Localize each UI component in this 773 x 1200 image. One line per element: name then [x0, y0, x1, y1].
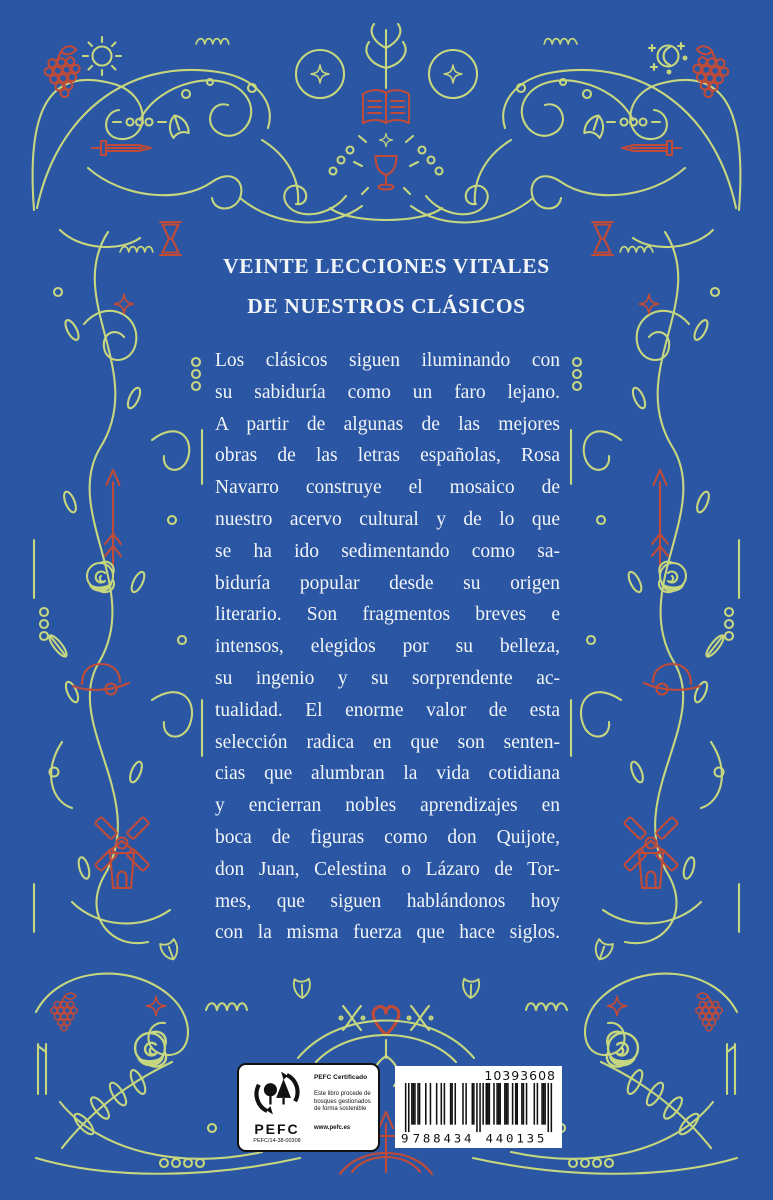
- description-line: cias que alumbran la vida cotidiana: [215, 763, 560, 785]
- description-line: se ha ido sedimentando como sa-: [215, 540, 560, 562]
- description-line: nuestro acervo cultural y de lo que: [215, 508, 560, 530]
- description-line: su sabiduría como un faro lejano.: [215, 381, 560, 403]
- description-line: mes, que siguen hablándonos hoy: [215, 890, 560, 912]
- barcode-top-number: 10393608: [484, 1068, 556, 1083]
- description-line: Navarro construye el mosaico de: [215, 477, 560, 499]
- pefc-logo-block: [245, 1069, 309, 1146]
- sparkle-icon: [311, 65, 329, 83]
- pefc-website: www.pefc.es: [314, 1124, 351, 1131]
- top-left-ornament: [33, 39, 362, 255]
- arrow-icon: [105, 470, 121, 568]
- pefc-text-line: de forma sostenible: [314, 1106, 367, 1112]
- grapes-icon: [42, 45, 82, 99]
- description-line: selección radica en que son senten-: [215, 731, 560, 753]
- description-line: obras de las letras españolas, Rosa: [215, 445, 560, 467]
- description-line: intensos, elegidos por su belleza,: [215, 636, 560, 658]
- pefc-certification-label: [237, 1063, 380, 1152]
- barcode-digit-group2: 440135: [485, 1131, 545, 1144]
- description-line: tualidad. El enorme valor de esta: [215, 699, 560, 721]
- pefc-text-line: bosques gestionados: [314, 1098, 371, 1105]
- description-line: biduría popular desde su origen: [215, 572, 560, 594]
- open-book-icon: [363, 90, 409, 123]
- pefc-text-line: Este libro procede de: [314, 1091, 371, 1097]
- sparkle-icon: [146, 996, 165, 1015]
- moon-icon: [649, 43, 686, 73]
- description-line: literario. Son fragmentos breves e: [215, 604, 560, 626]
- feather-icon: [47, 633, 69, 658]
- cover-title: [0, 246, 773, 326]
- cover-description: [215, 345, 560, 949]
- description-line: A partir de algunas de las mejores: [215, 413, 560, 435]
- title-line-1: VEINTE LECCIONES VITALES: [223, 254, 550, 278]
- sword-icon: [92, 141, 151, 155]
- barcode-label: [395, 1066, 562, 1148]
- pefc-cert-code: PEFC/14-38-00308: [253, 1138, 301, 1144]
- description-line: don Juan, Celestina o Lázaro de Tor-: [215, 858, 560, 880]
- barcode-digit-first: 9: [401, 1131, 409, 1144]
- helmet-icon: [73, 664, 129, 695]
- description-line: boca de figuras como don Quijote,: [215, 826, 560, 848]
- goblet-icon: [376, 156, 397, 190]
- description-line: su ingenio y su sorprendente ac-: [215, 667, 560, 689]
- description-line: con la misma fuerza que hace siglos.: [215, 922, 560, 944]
- left-side-ornament: [34, 232, 202, 962]
- barcode-icon: [401, 1083, 556, 1144]
- rose-icon: [135, 1032, 166, 1067]
- sun-icon: [83, 37, 121, 75]
- grapes-icon: [51, 993, 77, 1031]
- description-line: y encierran nobles aprendizajes en: [215, 795, 560, 817]
- tulip-icon: [166, 113, 189, 138]
- pefc-heading: PEFC Certificado: [314, 1074, 368, 1081]
- barcode-digit-group1: 788434: [412, 1131, 472, 1144]
- title-line-2: DE NUESTROS CLÁSICOS: [247, 294, 526, 318]
- pefc-logo-icon: [254, 1069, 300, 1117]
- pefc-text-block: [314, 1069, 372, 1146]
- pefc-description: [314, 1091, 372, 1114]
- pefc-wordmark: PEFC: [254, 1121, 300, 1137]
- top-center-ornament: [284, 24, 487, 220]
- description-line: Los clásicos siguen iluminando con: [215, 350, 560, 371]
- rose-icon: [87, 562, 114, 592]
